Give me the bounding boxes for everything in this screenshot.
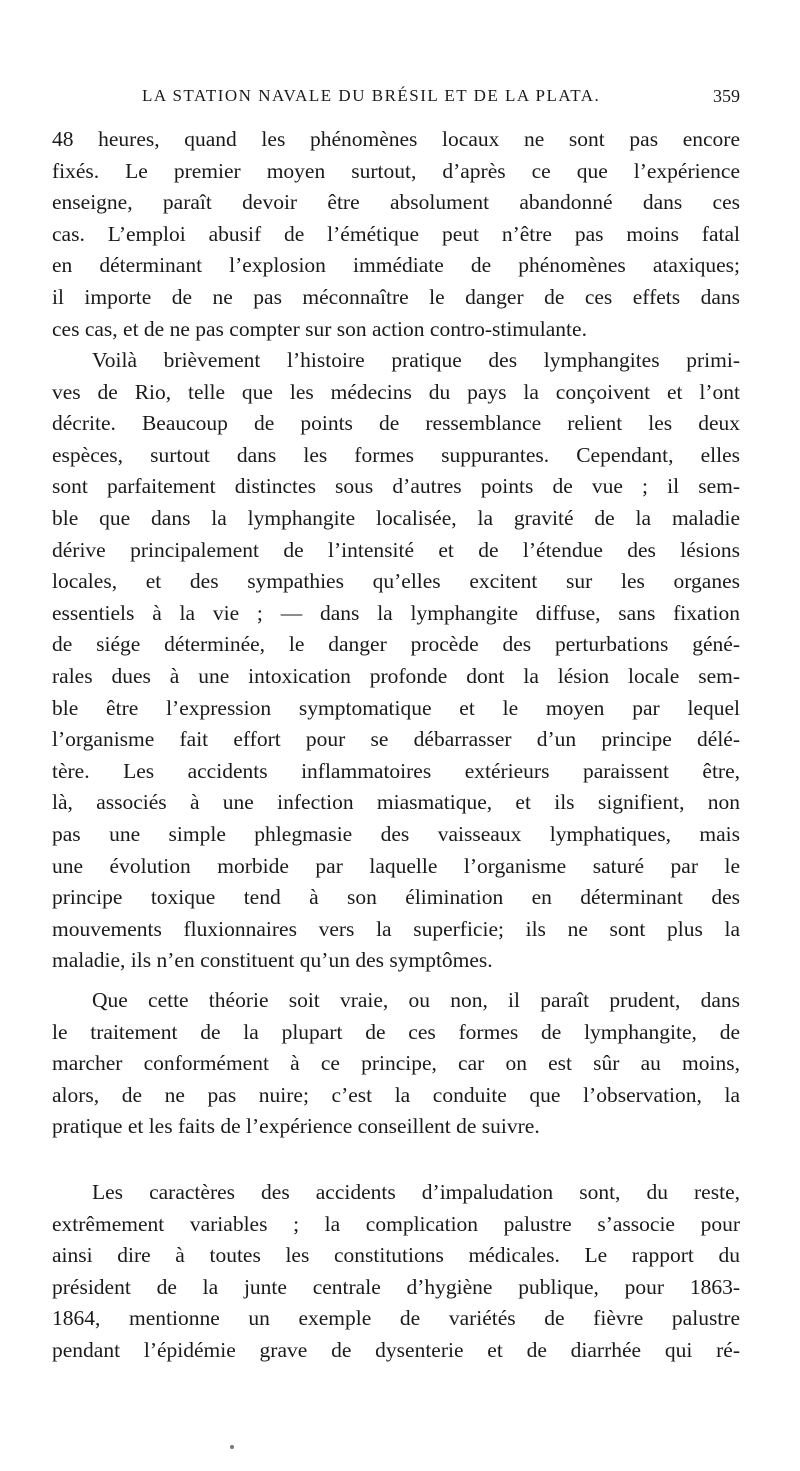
page-number: 359 (713, 86, 740, 106)
text-line: en déterminant l’explosion immédiate de phénomènes ataxiques; (52, 253, 740, 278)
text-line: locales, et des sympathies qu’elles excitent sur les organes (52, 569, 740, 594)
text-line: extrêmement variables ; la complication palustre s’associe pour (52, 1211, 740, 1236)
paragraph-4 (52, 1177, 740, 1367)
paragraph-3 (52, 985, 740, 1143)
text-line: 1864, mentionne un exemple de variétés de fièvre palustre (52, 1306, 740, 1331)
text-line: sont parfaitement distinctes sous d’autres points de vue ; il sem- (52, 474, 740, 499)
text-line: Voilà brièvement l’histoire pratique des lymphangites primi- (92, 348, 740, 372)
text-line: pratique et les faits de l’expérience conseillent de suivre. (52, 1114, 540, 1139)
text-line: essentiels à la vie ; — dans la lymphangite diffuse, sans fixation (52, 600, 740, 625)
text-line: pendant l’épidémie grave de dysenterie et de diarrhée qui ré- (52, 1337, 740, 1362)
text-line: mouvements fluxionnaires vers la superficie; ils ne sont plus la (52, 916, 740, 941)
text-line: ainsi dire à toutes les constitutions médicales. Le rapport du (52, 1243, 740, 1268)
text-line: Que cette théorie soit vraie, ou non, il paraît prudent, dans (92, 988, 740, 1012)
text-line: pas une simple phlegmasie des vaisseaux lymphatiques, mais (52, 821, 740, 846)
text-line: l’organisme fait effort pour se débarrasser d’un principe délé- (52, 727, 740, 752)
text-line: dérive principalement de l’intensité et de l’étendue des lésions (52, 537, 740, 562)
text-line: rales dues à une intoxication profonde dont la lésion locale sem- (52, 663, 740, 688)
text-line: Les caractères des accidents d’impaludation sont, du reste, (92, 1180, 740, 1204)
text-line: décrite. Beaucoup de points de ressemblance relient les deux (52, 411, 740, 436)
text-line: espèces, surtout dans les formes suppurantes. Cependant, elles (52, 442, 740, 467)
running-head (52, 86, 740, 114)
text-line: ble être l’expression symptomatique et le moyen par lequel (52, 695, 740, 720)
ink-speck (230, 1445, 234, 1449)
text-line: tère. Les accidents inflammatoires extérieurs paraissent être, (52, 758, 740, 783)
text-line: enseigne, paraît devoir être absolument abandonné dans ces (52, 190, 740, 215)
text-line: principe toxique tend à son élimination en déterminant des (52, 885, 740, 910)
text-line: de siége déterminée, le danger procède des perturbations géné- (52, 632, 740, 657)
text-line: là, associés à une infection miasmatique, et ils signifient, non (52, 790, 740, 815)
running-title: LA STATION NAVALE DU BRÉSIL ET DE LA PLATA. (142, 86, 601, 105)
text-line: ble que dans la lymphangite localisée, la gravité de la maladie (52, 505, 740, 530)
text-line: ves de Rio, telle que les médecins du pays la conçoivent et l’ont (52, 379, 740, 404)
text-line: maladie, ils n’en constituent qu’un des symptômes. (52, 948, 493, 973)
text-line: fixés. Le premier moyen surtout, d’après ce que l’expérience (52, 158, 740, 183)
text-line: alors, de ne pas nuire; c’est la conduite que l’observation, la (52, 1082, 740, 1107)
text-line: président de la junte centrale d’hygiène publique, pour 1863- (52, 1274, 740, 1299)
text-line: ces cas, et de ne pas compter sur son action contro-stimulante. (52, 316, 587, 341)
paragraph-1 (52, 124, 740, 345)
text-line: il importe de ne pas méconnaître le danger de ces effets dans (52, 284, 740, 309)
text-line: marcher conformément à ce principe, car on est sûr au moins, (52, 1051, 740, 1076)
text-line: 48 heures, quand les phénomènes locaux ne sont pas encore (52, 127, 740, 151)
paragraph-2 (52, 345, 740, 977)
text-line: cas. L’emploi abusif de l’émétique peut n’être pas moins fatal (52, 221, 740, 246)
text-line: une évolution morbide par laquelle l’organisme saturé par le (52, 853, 740, 878)
text-line: le traitement de la plupart de ces formes de lymphangite, de (52, 1019, 740, 1044)
